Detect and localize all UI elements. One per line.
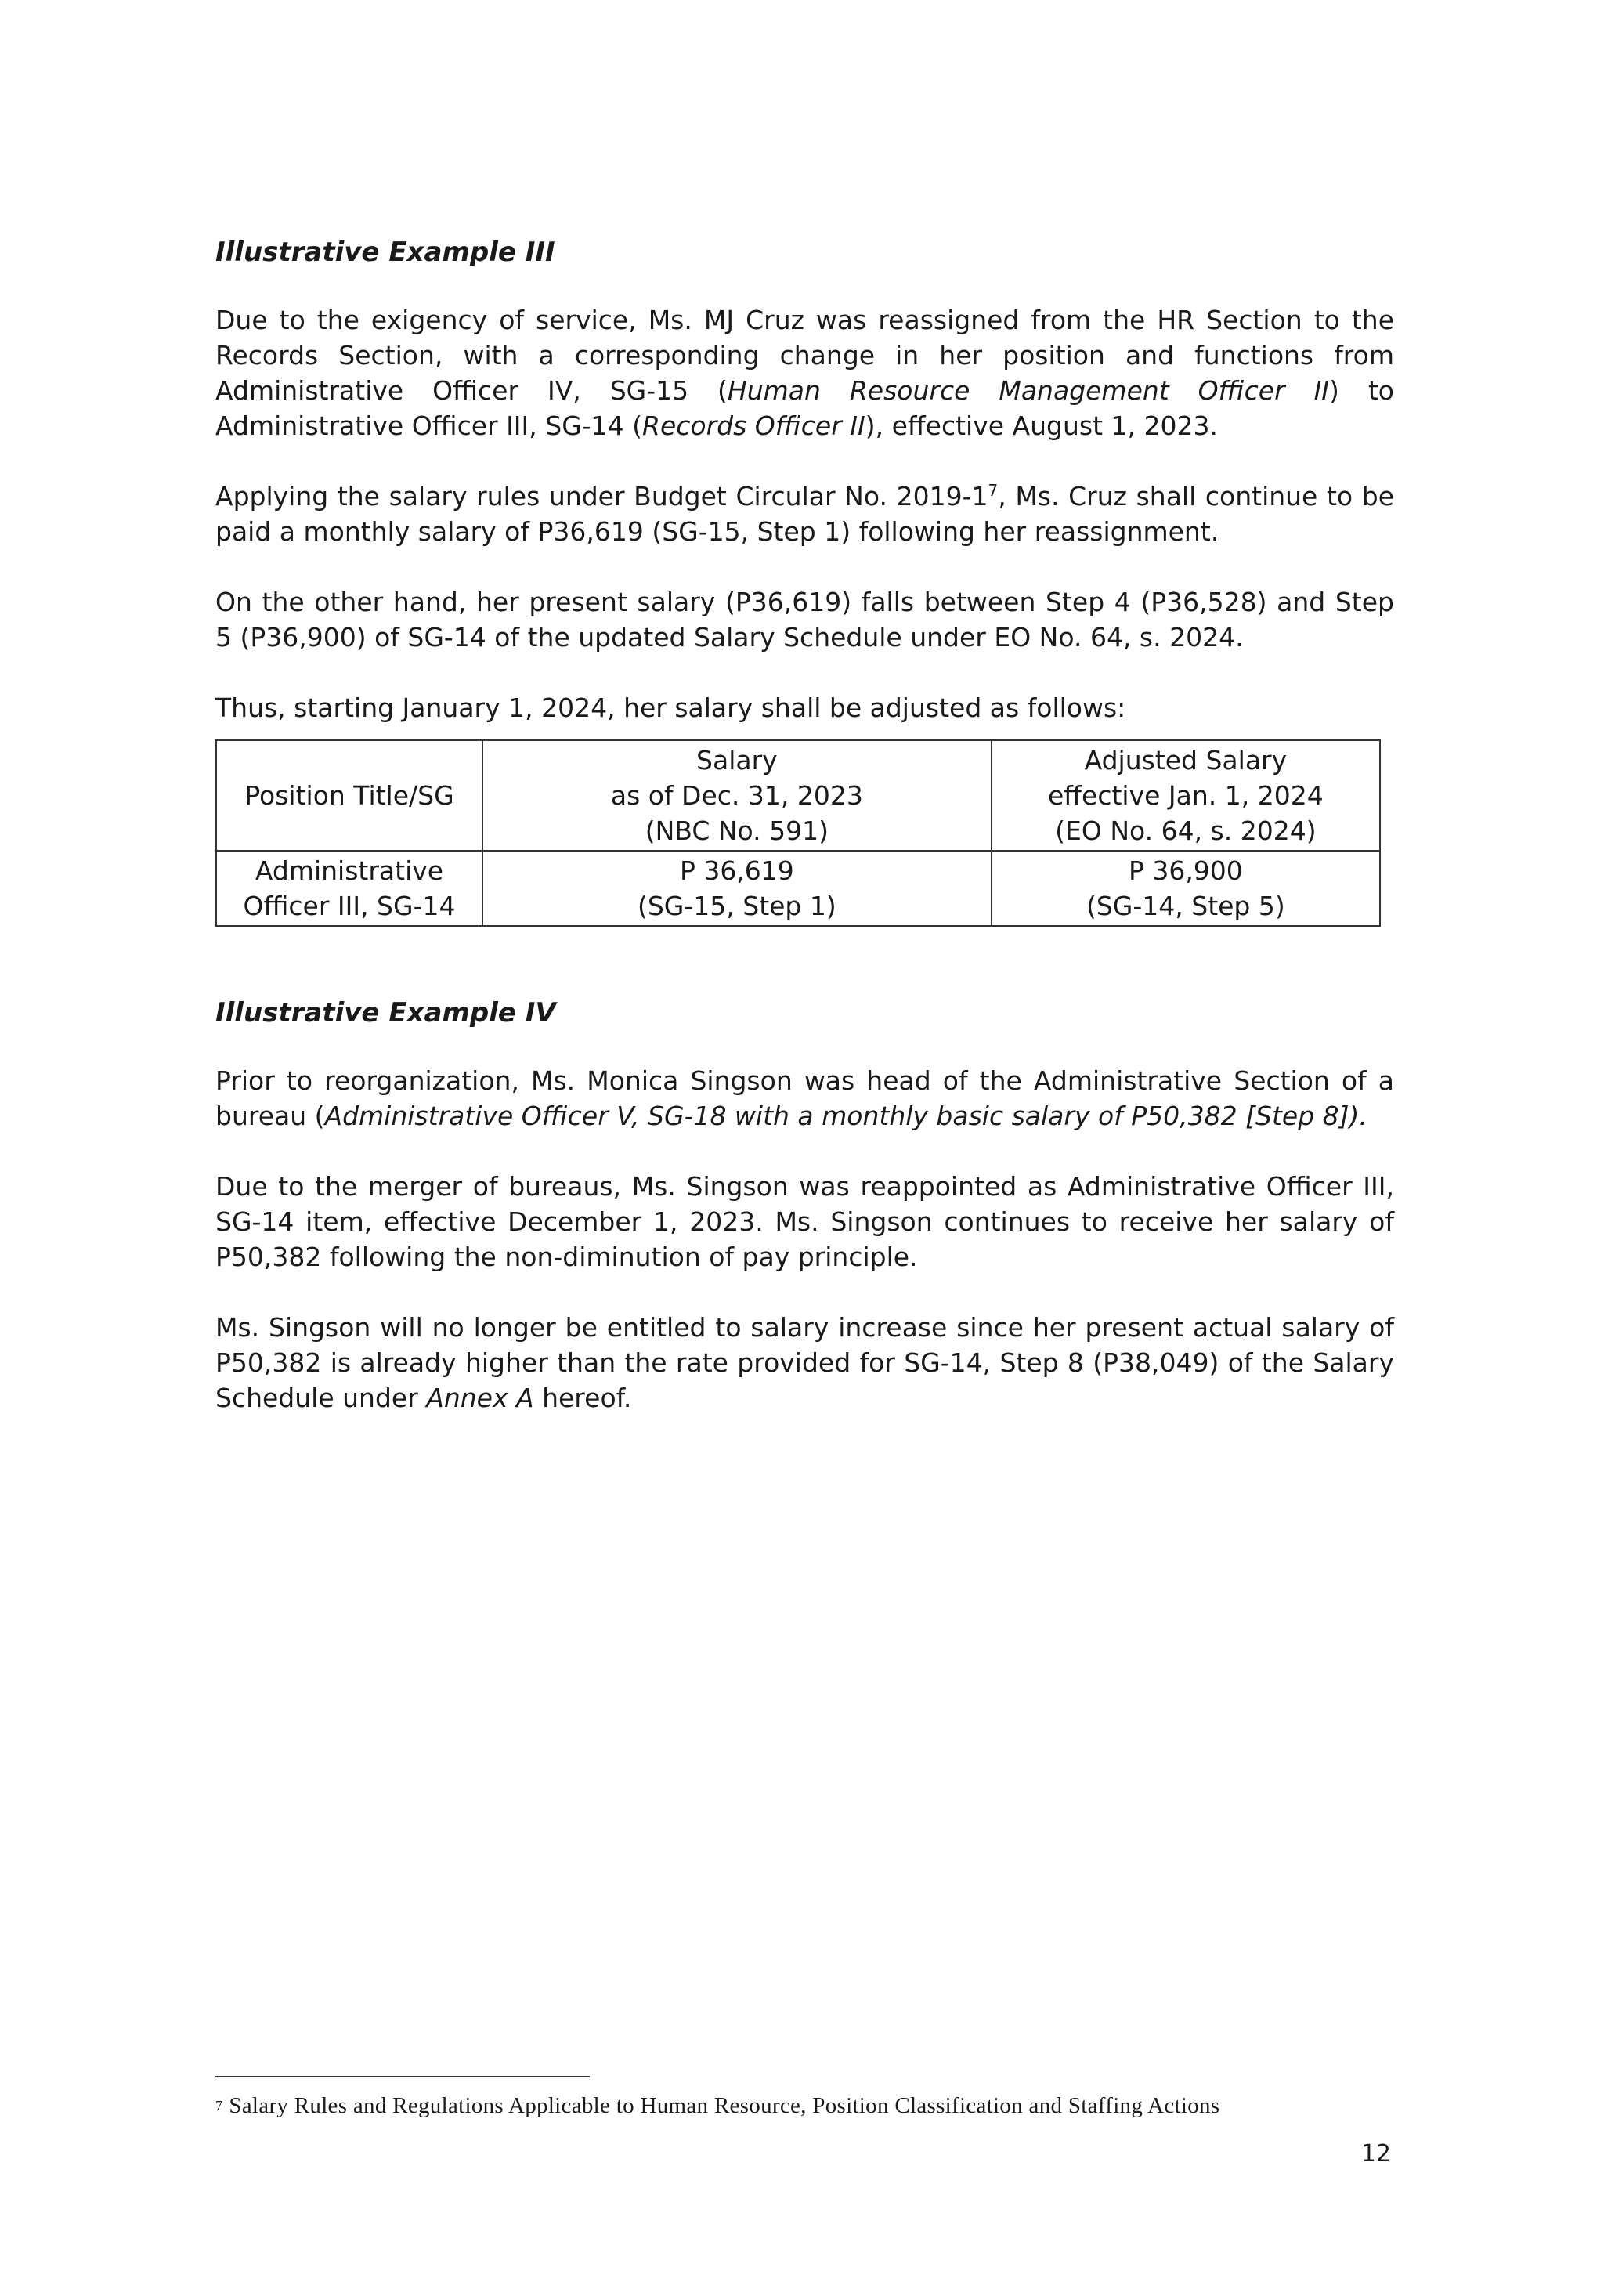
header-line: (NBC No. 591)	[645, 815, 829, 846]
cell-adjusted-salary	[992, 851, 1380, 926]
example-3-paragraph-2	[215, 479, 1394, 549]
text-span: Due to the exigency of service, Ms. MJ Cruz was reassigned from the HR Section to the Records Section, with a corresponding change in her position and functions from Administrative Officer IV, SG-15 (	[215, 305, 1394, 406]
example-3-paragraph-1	[215, 302, 1394, 443]
text-span: Applying the salary rules under Budget Circular No. 2019-1	[215, 481, 988, 512]
header-line: (EO No. 64, s. 2024)	[1055, 815, 1317, 846]
page-number: 12	[1360, 2140, 1391, 2168]
cell-line: P 36,619	[679, 855, 794, 886]
cell-line: Administrative	[255, 855, 444, 886]
footnote-reference: 7	[988, 481, 999, 500]
footnote-separator	[215, 2076, 590, 2077]
table-row	[216, 851, 1380, 926]
cell-line: (SG-15, Step 1)	[637, 891, 836, 921]
text-span: , Ms. Cruz shall continue to be paid a monthly salary of P36,619 (SG-15, Step 1) following her reassignment.	[215, 481, 1394, 547]
document-body	[215, 235, 1394, 1451]
cell-salary-2023	[482, 851, 992, 926]
text-span: Prior to reorganization, Ms. Monica Singson was head of the Administrative Section of a bureau (	[215, 1065, 1394, 1131]
footnote-marker: 7	[215, 2098, 223, 2113]
header-position-title	[216, 740, 482, 851]
cell-line: Officer III, SG-14	[243, 891, 456, 921]
italic-span: Human Resource Management Officer II	[727, 375, 1330, 406]
table-header-row	[216, 740, 1380, 851]
cell-position	[216, 851, 482, 926]
header-adjusted-salary	[992, 740, 1380, 851]
text-span: hereof.	[533, 1383, 632, 1413]
example-4-heading: Illustrative Example IV	[215, 997, 556, 1029]
footnote-text: Salary Rules and Regulations Applicable to Human Resource, Position Classification and Staffing Actions	[229, 2093, 1220, 2118]
header-line: as of Dec. 31, 2023	[610, 780, 863, 811]
header-line: Position Title/SG	[244, 780, 454, 811]
salary-adjustment-table	[215, 739, 1381, 927]
cell-line: P 36,900	[1128, 855, 1243, 886]
cell-line: (SG-14, Step 5)	[1086, 891, 1285, 921]
example-4-paragraph-1	[215, 1063, 1394, 1134]
example-3-paragraph-3: On the other hand, her present salary (P36,619) falls between Step 4 (P36,528) and Step 5 (P36,900) of SG-14 of the updated Salary Schedule under EO No. 64, s. 2024.	[215, 587, 1394, 653]
italic-span: Annex A	[426, 1383, 534, 1413]
example-3-heading: Illustrative Example III	[215, 237, 555, 268]
text-span: ), effective August 1, 2023.	[865, 410, 1218, 441]
header-salary-2023	[482, 740, 992, 851]
header-line: Adjusted Salary	[1084, 745, 1288, 776]
italic-span: Records Officer II	[642, 410, 865, 441]
example-4-paragraph-3	[215, 1310, 1394, 1416]
italic-span: Administrative Officer V, SG-18 with a monthly basic salary of P50,382 [Step 8]).	[324, 1101, 1367, 1131]
footnote	[215, 2090, 1219, 2121]
text-span: ) to Administrative Officer III, SG-14 (	[215, 375, 1394, 441]
example-4-paragraph-2: Due to the merger of bureaus, Ms. Singson was reappointed as Administrative Officer III, SG-14 item, effective December 1, 2023. Ms. Singson continues to receive her salary of P50,382 following the non-diminution of pay principle.	[215, 1171, 1394, 1272]
example-3-paragraph-4: Thus, starting January 1, 2024, her salary shall be adjusted as follows:	[215, 692, 1126, 723]
header-line: effective Jan. 1, 2024	[1048, 780, 1324, 811]
text-span: Ms. Singson will no longer be entitled to salary increase since her present actual salary of P50,382 is already higher than the rate provided for SG-14, Step 8 (P38,049) of the Salary Schedule under	[215, 1312, 1394, 1413]
header-line: Salary	[696, 745, 778, 776]
